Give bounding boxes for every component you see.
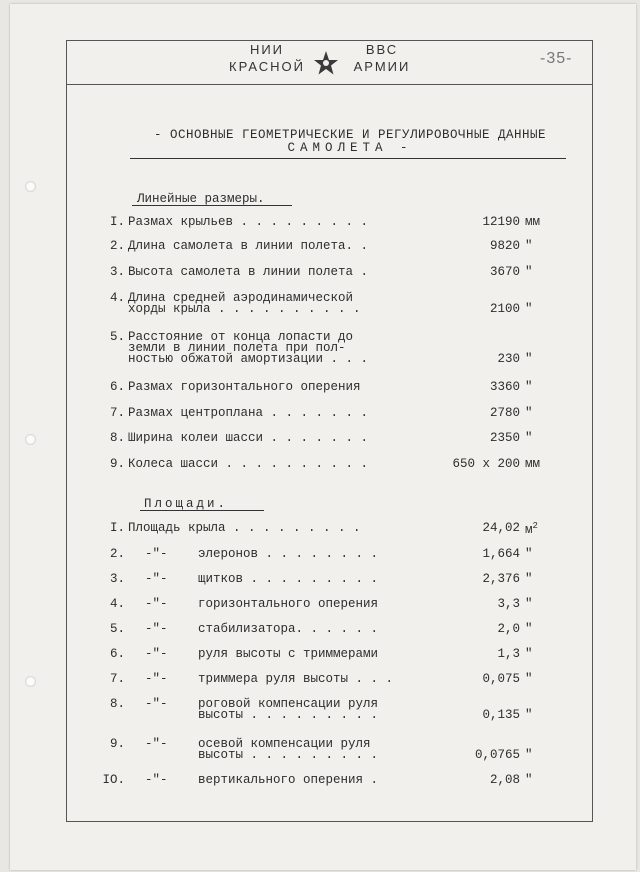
item-label-line: вертикального оперения . xyxy=(198,773,379,787)
item-value: 1,664 xyxy=(482,547,520,561)
item-unit: " xyxy=(525,302,533,316)
item-label-line: Ширина колеи шасси . . . . . . . xyxy=(128,431,369,445)
org-right xyxy=(337,41,427,75)
item-label-line: Колеса шасси . . . . . . . . . . xyxy=(128,457,369,471)
item-number: I. xyxy=(109,215,125,229)
item-unit: " xyxy=(525,708,533,722)
item-unit: мм xyxy=(525,457,541,471)
item-number: 8. xyxy=(109,431,125,445)
item-value: 0,135 xyxy=(482,708,520,722)
item-label-line: ностью обжатой амортизации . . . xyxy=(128,352,369,366)
item-label-line: роговой компенсации руля xyxy=(198,697,379,711)
item-value: 2,0 xyxy=(497,622,520,636)
item-value: 230 xyxy=(497,352,520,366)
item-number: 9. xyxy=(109,457,125,471)
item-value: 2780 xyxy=(489,406,520,420)
org-left xyxy=(222,41,312,75)
item-unit: " xyxy=(525,622,533,636)
item-label-line: триммера руля высоты . . . xyxy=(198,672,394,686)
org-right-top: ВВС xyxy=(365,42,399,57)
item-value: 1,3 xyxy=(497,647,520,661)
item-unit: " xyxy=(525,239,533,253)
header-divider xyxy=(67,84,592,85)
item-label-line: руля высоты с триммерами xyxy=(198,647,379,661)
section-heading-linear: Линейные размеры. xyxy=(137,192,265,206)
item-label-line: стабилизатора. . . . . . xyxy=(198,622,379,636)
org-left-bottom: КРАСНОЙ xyxy=(229,59,305,74)
item-value: 3,3 xyxy=(497,597,520,611)
document-title-line2: САМОЛЕТА - xyxy=(287,141,413,155)
item-number: 9. xyxy=(109,737,125,751)
org-left-top: НИИ xyxy=(249,42,285,57)
item-label-line: осевой компенсации руля xyxy=(198,737,371,751)
item-number: 4. xyxy=(109,291,125,305)
red-star-icon xyxy=(313,50,339,76)
item-value: 0,075 xyxy=(482,672,520,686)
item-label: Площадь крыла . . . . . . . . . xyxy=(128,521,361,535)
item-unit: " xyxy=(525,352,533,366)
ditto-mark: -"- xyxy=(145,773,168,787)
ditto-mark: -"- xyxy=(145,647,168,661)
item-unit: " xyxy=(525,431,533,445)
page-number: -35- xyxy=(540,50,573,67)
item-value: 2,08 xyxy=(489,773,520,787)
item-value: 9820 xyxy=(489,239,520,253)
item-label-line: земли в линии полета при пол- xyxy=(128,341,346,355)
item-number: 6. xyxy=(109,647,125,661)
ditto-mark: -"- xyxy=(145,597,168,611)
item-label-line: Размах центроплана . . . . . . . xyxy=(128,406,369,420)
item-label-line: хорды крыла . . . . . . . . . . xyxy=(128,302,361,316)
item-number: 7. xyxy=(109,406,125,420)
item-number: 5. xyxy=(109,622,125,636)
item-value: 2350 xyxy=(489,431,520,445)
ditto-mark: -"- xyxy=(145,547,168,561)
item-unit: " xyxy=(525,572,533,586)
item-unit: " xyxy=(525,380,533,394)
title-underline xyxy=(130,158,566,159)
item-number: 5. xyxy=(109,330,125,344)
ditto-mark: -"- xyxy=(145,737,168,751)
item-number: 2. xyxy=(109,547,125,561)
item-label-line: горизонтального оперения xyxy=(198,597,379,611)
punch-hole xyxy=(25,434,36,445)
ditto-mark: -"- xyxy=(145,572,168,586)
item-number: 2. xyxy=(109,239,125,253)
item-unit: " xyxy=(525,597,533,611)
item-unit: $м^2$ xyxy=(525,521,538,538)
item-unit: " xyxy=(525,748,533,762)
item-value: 12190 xyxy=(482,215,520,229)
section-underline xyxy=(132,205,292,206)
ditto-mark: -"- xyxy=(145,697,168,711)
org-right-bottom: АРМИИ xyxy=(353,59,411,74)
item-value: 2100 xyxy=(489,302,520,316)
item-value: 3670 xyxy=(489,265,520,279)
item-unit: мм xyxy=(525,215,541,229)
item-label-line: элеронов . . . . . . . . xyxy=(198,547,379,561)
item-number: 4. xyxy=(109,597,125,611)
item-label-line: Длина средней аэродинамической xyxy=(128,291,354,305)
item-unit: " xyxy=(525,672,533,686)
ditto-mark: -"- xyxy=(145,622,168,636)
item-unit: " xyxy=(525,647,533,661)
item-label-line: Расстояние от конца лопасти до xyxy=(128,330,354,344)
item-label-line: Высота самолета в линии полета . xyxy=(128,265,369,279)
item-value: 3360 xyxy=(489,380,520,394)
punch-hole xyxy=(25,676,36,687)
document-title-line1: - ОСНОВНЫЕ ГЕОМЕТРИЧЕСКИЕ И РЕГУЛИРОВОЧНЫЕ ДАННЫЕ xyxy=(153,128,547,142)
punch-hole xyxy=(25,181,36,192)
item-unit: " xyxy=(525,547,533,561)
item-label-line: щитков . . . . . . . . . xyxy=(198,572,379,586)
item-unit: " xyxy=(525,406,533,420)
item-number: 7. xyxy=(109,672,125,686)
item-number: IO. xyxy=(102,773,125,787)
item-label-line: Размах крыльев . . . . . . . . . xyxy=(128,215,369,229)
item-value: 2,376 xyxy=(482,572,520,586)
item-label-line: высоты . . . . . . . . . xyxy=(198,748,379,762)
item-number: 3. xyxy=(109,572,125,586)
item-value: 0,0765 xyxy=(474,748,520,762)
item-label-line: Размах горизонтального оперения xyxy=(128,380,361,394)
item-label-line: Длина самолета в линии полета. . xyxy=(128,239,369,253)
item-number: 3. xyxy=(109,265,125,279)
item-number: 8. xyxy=(109,697,125,711)
item-value: 650 x 200 xyxy=(452,457,520,471)
item-number: 6. xyxy=(109,380,125,394)
item-value: 24,02 xyxy=(482,521,520,535)
item-unit: " xyxy=(525,773,533,787)
section-underline xyxy=(140,510,264,511)
ditto-mark: -"- xyxy=(145,672,168,686)
item-number: I. xyxy=(109,521,125,535)
item-unit: " xyxy=(525,265,533,279)
item-label-line: высоты . . . . . . . . . xyxy=(198,708,379,722)
section-heading-areas: Площади. xyxy=(144,497,229,511)
